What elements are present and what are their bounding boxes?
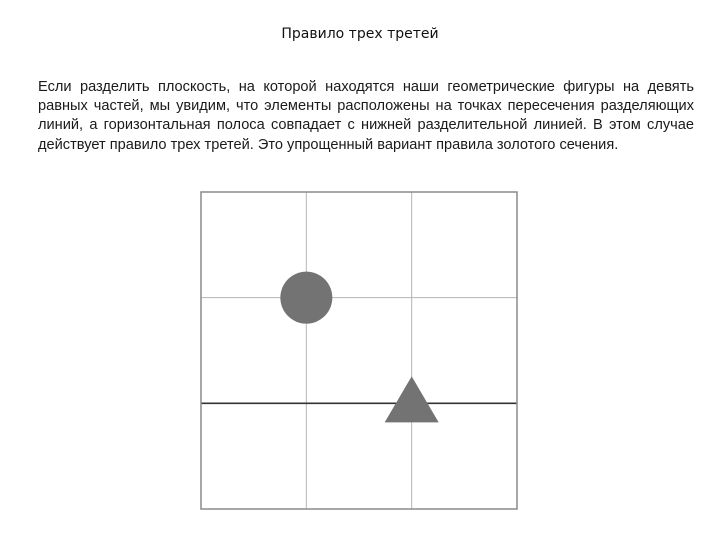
circle-shape [280, 272, 332, 324]
figure-frame [201, 192, 517, 511]
slide-title: Правило трех третей [281, 26, 439, 42]
body-paragraph: Если разделить плоскость, на которой находятся наши геометрические фигуры на девять равных частей, мы увидим, что элементы расположены на точках пересечения разделяющих линий, а горизонтальная полоса совпадает с нижней разделительной линией. В этом случае действует правило трех третей. Это упрощенный вариант правила золотого сечения. [38, 79, 694, 153]
figure-canvas [196, 189, 522, 511]
rule-of-thirds-figure [196, 189, 522, 511]
